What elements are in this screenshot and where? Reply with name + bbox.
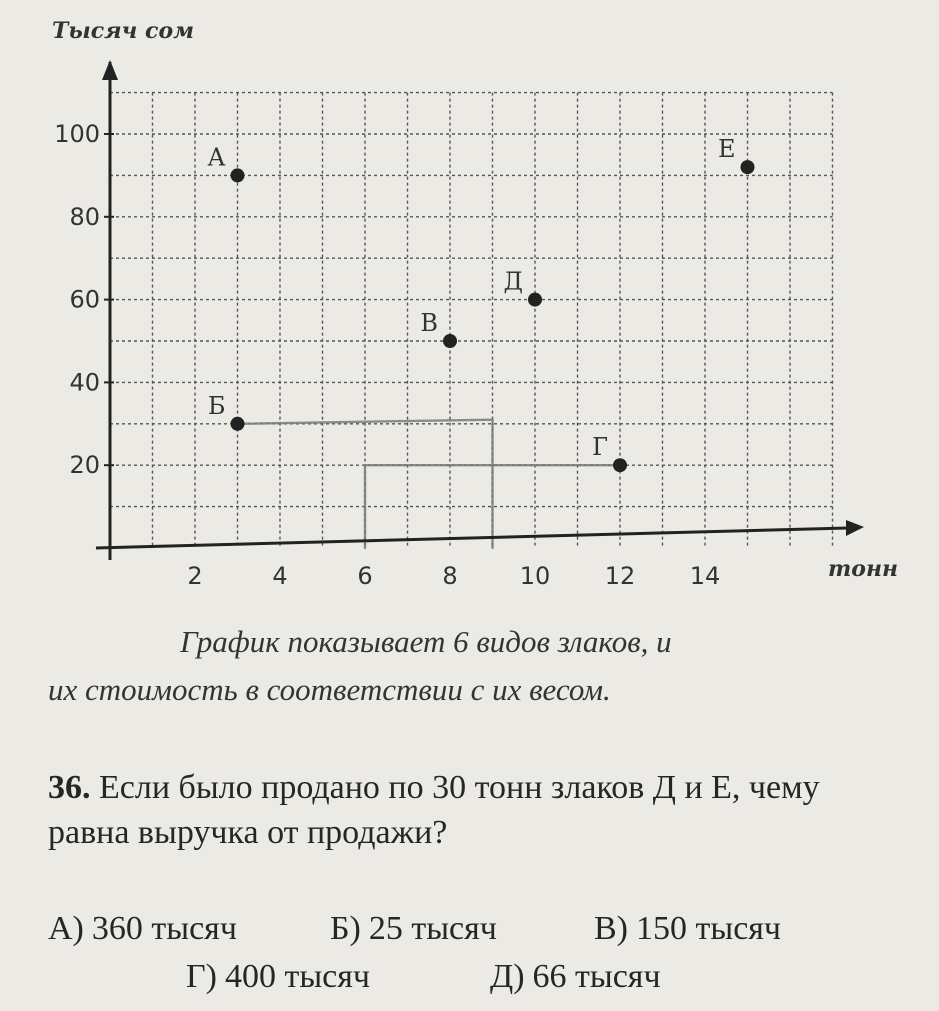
chart-points (207, 135, 754, 472)
point-label: А (207, 143, 226, 172)
data-point (231, 168, 245, 182)
x-tick-label: 12 (604, 562, 636, 590)
x-axis-arrow (846, 520, 864, 536)
y-tick-label: 80 (69, 202, 100, 231)
point-label: Г (592, 433, 608, 462)
y-tick-label: 20 (69, 451, 100, 480)
data-point (443, 334, 457, 348)
point-label: Б (207, 391, 226, 420)
x-tick-label: 6 (357, 562, 373, 590)
point-label: Е (717, 135, 736, 164)
x-axis-label: тонн (828, 556, 899, 582)
caption-line-1: График показывает 6 видов злаков, и (180, 624, 672, 659)
y-axis-arrow (102, 60, 118, 80)
answer-option-a[interactable]: А) 360 тысяч (48, 910, 237, 947)
y-axis-label: Тысяч сом (52, 18, 195, 44)
chart-annotations (238, 420, 621, 548)
data-point (613, 458, 627, 472)
point-label: В (420, 309, 438, 337)
x-tick-label: 2 (187, 562, 203, 590)
x-tick-label: 8 (442, 562, 458, 590)
question-text: Если было продано по 30 тонн злаков Д и Е, чему равна выручка от продажи? (48, 769, 820, 851)
chart-axes (96, 60, 864, 560)
chart-caption (48, 618, 888, 714)
y-tick-label: 100 (54, 120, 100, 148)
y-tick-label: 40 (69, 368, 100, 397)
x-tick-label: 14 (689, 562, 721, 590)
answer-option-g[interactable]: Г) 400 тысяч (186, 958, 371, 995)
answer-option-b[interactable]: Б) 25 тысяч (330, 910, 497, 947)
question-number: 36. (48, 769, 91, 806)
point-label: Д (503, 267, 523, 296)
y-tick-label: 60 (69, 285, 100, 314)
x-axis-line (96, 528, 848, 548)
data-point (528, 293, 542, 307)
data-point (231, 417, 245, 431)
answer-option-v[interactable]: В) 150 тысяч (594, 910, 782, 947)
answer-option-d[interactable]: Д) 66 тысяч (490, 958, 661, 995)
x-tick-label: 10 (519, 562, 551, 590)
data-point (741, 160, 755, 174)
question (48, 765, 898, 855)
caption-line-2: их стоимость в соответствии с их весом. (48, 672, 611, 707)
x-tick-label: 4 (272, 562, 288, 590)
